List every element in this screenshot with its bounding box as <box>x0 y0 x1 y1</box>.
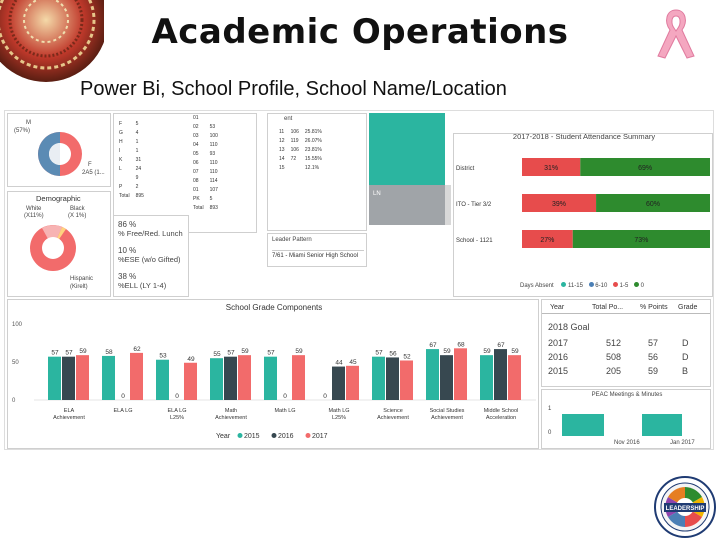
attendance-bar-chart <box>454 144 713 264</box>
leader-pattern-title: Leader Pattern <box>272 237 312 243</box>
y-tick-label: 50 <box>12 360 19 366</box>
chart-bar <box>292 355 305 400</box>
x-tick-label: Achievement <box>377 415 409 421</box>
x-tick-label: Acceleration <box>485 415 517 421</box>
chart-bar <box>440 355 453 400</box>
x-tick-label: L25% <box>169 415 185 421</box>
data-label: 59 <box>241 348 249 356</box>
data-label: 57 <box>267 349 275 357</box>
y-tick-label: 0 <box>12 398 16 404</box>
demo-white-label: White <box>26 206 42 212</box>
col-header-pct-points[interactable]: % Points <box>640 304 668 311</box>
demographic-panel[interactable] <box>7 191 111 297</box>
chart-title: School Grade Components <box>225 303 323 312</box>
gender-m-value: (57%) <box>14 128 31 134</box>
svg-text:LEADERSHIP: LEADERSHIP <box>665 506 705 512</box>
ese-value: 10 % <box>118 246 137 255</box>
chart-bar <box>224 357 237 400</box>
student-stats-panel <box>113 215 189 297</box>
legend-dot-icon <box>306 433 311 438</box>
chart-bar <box>210 358 223 400</box>
data-label: 49 <box>187 355 195 363</box>
legend-item-label: 1-5 <box>619 283 629 289</box>
data-label: 55 <box>213 351 221 359</box>
data-label: 56 <box>389 350 397 358</box>
chart-bar <box>494 349 507 400</box>
data-label: 58 <box>105 348 113 356</box>
grade-percent-table[interactable]: ent 11 106 25.81% 12 119 26.07% 13 106 23.81% 14 72 15.55% 15 12.1% <box>267 113 367 231</box>
leader-pattern-panel[interactable] <box>267 233 367 267</box>
data-label: 59 <box>295 348 303 356</box>
chart-bar <box>156 360 169 400</box>
chart-bar <box>386 357 399 400</box>
data-label: 44 <box>335 359 343 367</box>
y-tick-label: 100 <box>12 322 23 328</box>
x-tick-label: Math LG <box>274 408 296 414</box>
legend-dot-icon <box>561 282 566 287</box>
ell-label: %ELL (LY 1-4) <box>118 281 167 290</box>
demo-hispanic-label: Hispanic <box>70 276 94 282</box>
peac-bar <box>642 414 682 436</box>
demo-black-label: Black <box>70 206 85 212</box>
chart-bar <box>372 357 385 400</box>
gender-panel[interactable] <box>7 113 111 187</box>
power-bi-dashboard <box>4 110 714 450</box>
data-label: 0 <box>283 393 287 400</box>
school-grade-bar-chart <box>8 300 539 449</box>
legend-title: Year <box>216 433 231 440</box>
legend-item-label: 6-10 <box>595 283 608 289</box>
demo-hispanic-value: (Kirelt) <box>70 284 88 290</box>
attendance-summary-panel[interactable] <box>453 133 713 297</box>
school-grade-components-panel[interactable] <box>7 299 539 449</box>
x-tick-label: L25% <box>331 415 347 421</box>
attendance-bar-label: 73% <box>634 237 649 244</box>
col-header-grade[interactable]: Grade <box>678 304 698 311</box>
attendance-bar-label: 39% <box>552 201 567 208</box>
ese-label: %ESE (w/o Gifted) <box>118 255 181 264</box>
legend-item-label: 2015 <box>244 433 260 440</box>
chart-bar <box>346 366 359 400</box>
data-label: 53 <box>159 352 167 360</box>
map-panel[interactable] <box>369 113 451 225</box>
peac-x-tick: Nov 2016 <box>614 440 640 446</box>
chart-bar <box>264 357 277 400</box>
col-header-year[interactable]: Year <box>550 304 565 311</box>
peac-meetings-panel[interactable] <box>541 389 711 449</box>
gender-f-value: 2A5 (1... <box>82 170 105 176</box>
col-header-total-points[interactable]: Total Po... <box>592 304 624 311</box>
leader-pattern-value: 7/61 - Miami Senior High School <box>272 250 364 259</box>
x-tick-label: Math <box>224 408 238 414</box>
chart-bar <box>62 357 75 400</box>
data-label: 0 <box>323 393 327 400</box>
chart-bar <box>48 357 61 400</box>
page-subtitle: Power Bi, School Profile, School Name/Location <box>80 78 507 100</box>
chart-bar <box>480 355 493 400</box>
data-label: 67 <box>429 342 437 350</box>
data-label: 52 <box>403 353 411 361</box>
peac-title: PEAC Meetings & Minutes <box>591 392 663 398</box>
demo-black-value: (X 1%) <box>68 213 87 219</box>
pink-ribbon-icon <box>648 4 704 64</box>
free-lunch-label: % Free/Red. Lunch <box>118 229 183 238</box>
data-label: 59 <box>443 348 451 356</box>
attendance-row-label: ITO - Tier 3/2 <box>456 202 492 208</box>
chart-bar <box>454 348 467 400</box>
attendance-title: 2017-2018 - Student Attendance Summary <box>512 133 656 141</box>
attendance-row-label: School - 1121 <box>456 238 493 244</box>
demographic-title: Demographic <box>36 194 81 203</box>
chart-bar <box>426 349 439 400</box>
data-label: 0 <box>175 393 179 400</box>
gender-f-label: F <box>88 162 92 168</box>
chart-bar <box>102 356 115 400</box>
data-label: 57 <box>227 349 235 357</box>
table-row: 2015 205 59 B <box>548 366 689 376</box>
table-row: 2016 508 56 D <box>548 352 689 362</box>
attendance-bar-label: 31% <box>544 165 559 172</box>
attendance-bar-label: 60% <box>646 201 661 208</box>
peac-y-tick: 1 <box>548 406 552 412</box>
legend-item-label: 2017 <box>312 433 328 440</box>
chart-bar <box>76 355 89 400</box>
x-tick-label: Middle School <box>483 408 519 414</box>
attendance-bar-label: 27% <box>540 237 555 244</box>
demographic-pie-chart <box>28 218 78 276</box>
chart-bar <box>400 360 413 400</box>
data-label: 67 <box>497 342 505 350</box>
x-tick-label: Science <box>383 408 403 414</box>
x-tick-label: Social Studies <box>429 408 465 414</box>
x-tick-label: ELA LG <box>167 408 187 414</box>
legend-item-label: 11-15 <box>568 283 583 289</box>
legend-dot-icon <box>238 433 243 438</box>
legend-item-label: 0 <box>640 283 644 289</box>
x-tick-label: Achievement <box>53 415 85 421</box>
gender-m-label: M <box>26 120 31 126</box>
chart-bar <box>184 363 197 400</box>
data-label: 68 <box>457 341 465 349</box>
peac-bar <box>562 414 604 436</box>
legend-item-label: 2016 <box>278 433 294 440</box>
legend-dot-icon <box>613 282 618 287</box>
x-tick-label: ELA <box>63 408 75 414</box>
chart-bar <box>238 355 251 400</box>
chart-bar <box>332 367 345 400</box>
legend-title: Days Absent <box>520 283 554 289</box>
attendance-legend <box>520 282 644 289</box>
attendance-bar-label: 69% <box>638 165 653 172</box>
map-label: LN <box>373 191 381 197</box>
goal-label: 2018 Goal <box>548 322 590 332</box>
data-label: 57 <box>375 349 383 357</box>
peac-x-tick: Jan 2017 <box>670 440 695 446</box>
x-tick-label: ELA LG <box>113 408 133 414</box>
data-label: 57 <box>51 349 59 357</box>
legend-dot-icon <box>272 433 277 438</box>
attendance-row-label: District <box>456 166 475 172</box>
ell-value: 38 % <box>118 272 137 281</box>
grade-pct-header: ent <box>284 116 293 122</box>
legend-dot-icon <box>634 282 639 287</box>
chart-bar <box>508 355 521 400</box>
data-label: 59 <box>79 348 87 356</box>
leadership-seal-logo <box>654 476 716 538</box>
legend-dot-icon <box>589 282 594 287</box>
data-label: 59 <box>483 348 491 356</box>
data-label: 57 <box>65 349 73 357</box>
gender-pie-chart <box>36 124 84 184</box>
x-tick-label: Achievement <box>431 415 463 421</box>
year-grade-table[interactable] <box>541 299 711 387</box>
peac-y-tick: 0 <box>548 430 552 436</box>
table-row: 2017 512 57 D <box>548 338 689 348</box>
x-tick-label: Math LG <box>328 408 350 414</box>
data-label: 0 <box>121 393 125 400</box>
chart-bar <box>130 353 143 400</box>
grade-count-table[interactable]: F 5 G 4 H 1 I 1 K 31 L 24 9 P 2 Total 895 01 02 53 03 100 04 110 05 93 06 110 07 110 08 114 01 107 PK 5 Total 893 <box>113 113 257 233</box>
data-label: 62 <box>133 345 141 353</box>
x-tick-label: Achievement <box>215 415 247 421</box>
data-label: 45 <box>349 358 357 366</box>
free-lunch-value: 86 % <box>118 220 137 229</box>
demo-white-value: (X11%) <box>24 213 44 219</box>
page-title: Academic Operations <box>151 12 569 52</box>
data-label: 59 <box>511 348 519 356</box>
